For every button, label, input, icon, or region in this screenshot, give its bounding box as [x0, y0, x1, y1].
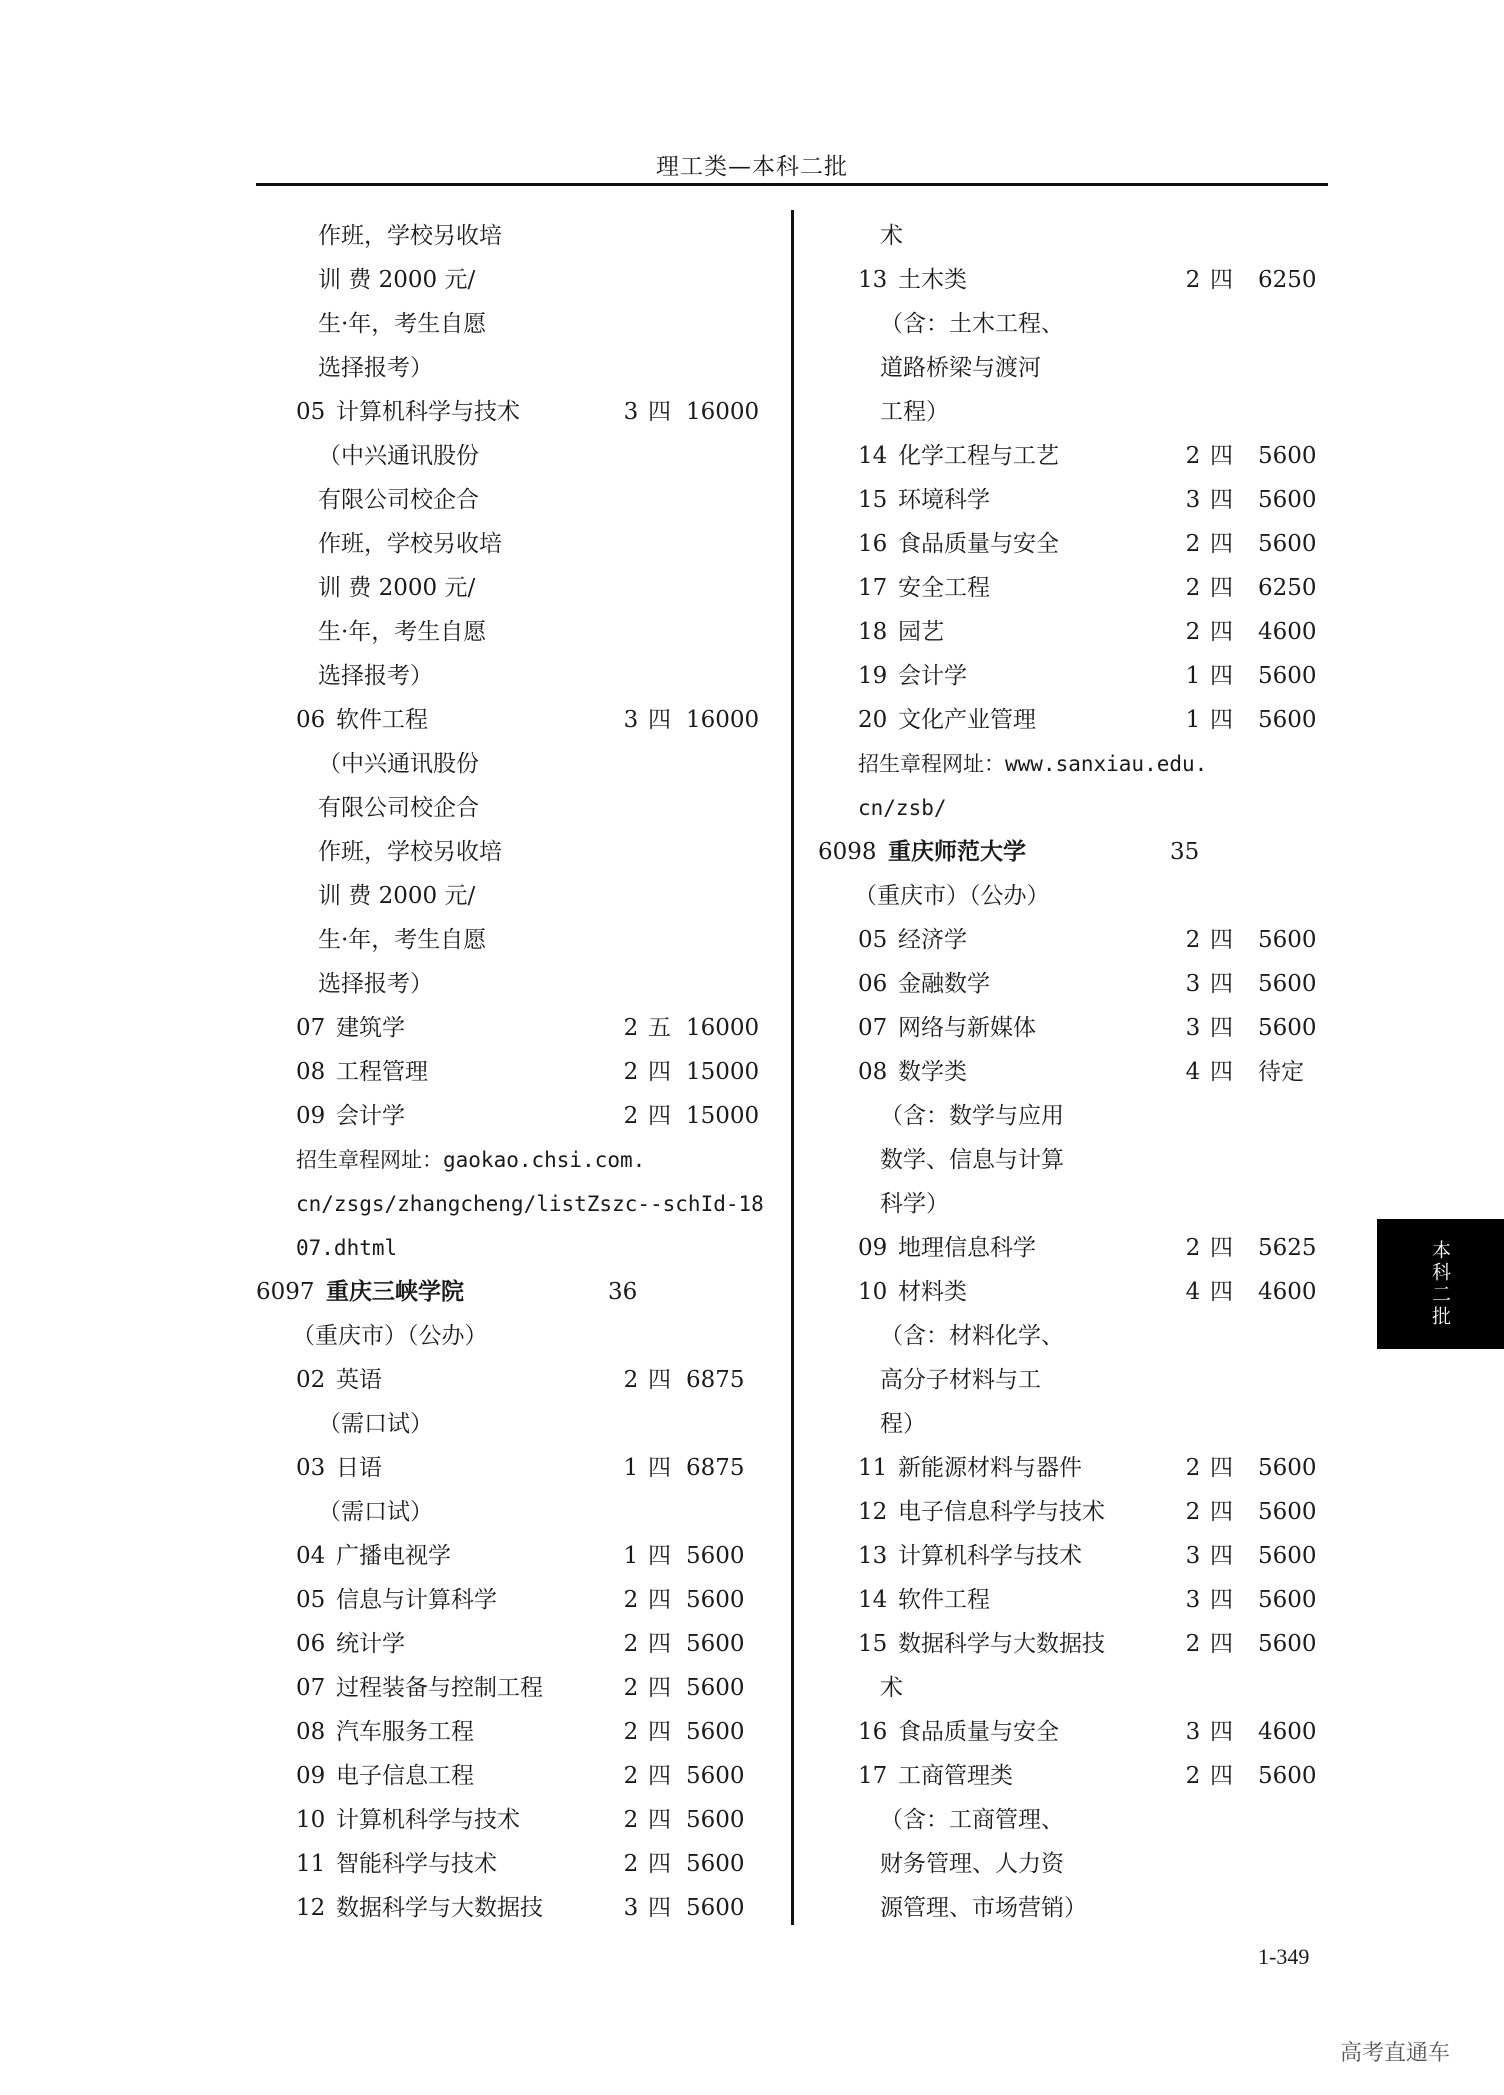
major-row	[256, 1094, 760, 1138]
tuition-fee: 5600	[686, 1895, 745, 1921]
major-code: 15	[858, 1631, 888, 1657]
tuition-fee: 6250	[1258, 575, 1317, 601]
plan-count: 2	[623, 1851, 639, 1877]
tuition-fee: 5600	[686, 1631, 745, 1657]
major-code: 07	[296, 1675, 326, 1701]
plan-count: 2	[1185, 619, 1201, 645]
major-name: 汽车服务工程	[336, 1719, 474, 1745]
tuition-fee: 6875	[686, 1455, 745, 1481]
major-row	[256, 1622, 756, 1666]
note-line: （含：土木工程、	[880, 311, 1064, 337]
major-name: 过程装备与控制工程	[336, 1675, 543, 1701]
major-name: 会计学	[336, 1103, 405, 1129]
major-code: 13	[858, 1543, 888, 1569]
plan-count: 2	[623, 1763, 639, 1789]
tuition-fee: 5600	[686, 1543, 745, 1569]
major-row	[818, 1270, 1318, 1314]
major-row	[256, 698, 760, 742]
major-name: 计算机科学与技术	[336, 1807, 520, 1833]
major-name: 工程管理	[336, 1059, 428, 1085]
tuition-fee: 5600	[1258, 1543, 1317, 1569]
tuition-fee: 6875	[686, 1367, 745, 1393]
major-row	[818, 522, 1318, 566]
major-row	[818, 1710, 1318, 1754]
note-line: （中兴通讯股份	[318, 751, 479, 777]
major-name: 化学工程与工艺	[898, 443, 1059, 469]
tuition-fee: 5600	[1258, 1015, 1317, 1041]
major-name: 数学类	[898, 1059, 967, 1085]
note-line: 生·年，考生自愿	[318, 927, 487, 953]
note-line: （含：数学与应用	[880, 1103, 1064, 1129]
major-code: 12	[296, 1895, 326, 1921]
major-code: 16	[858, 1719, 888, 1745]
major-row	[256, 1798, 756, 1842]
major-row	[818, 698, 1318, 742]
major-code: 09	[858, 1235, 888, 1261]
plan-count: 2	[1185, 1499, 1201, 1525]
major-row	[256, 390, 760, 434]
tuition-fee: 5600	[686, 1763, 745, 1789]
major-name: 日语	[336, 1455, 382, 1481]
major-name: 经济学	[898, 927, 967, 953]
note-line: （重庆市）（公办）	[292, 1323, 488, 1349]
plan-count: 2	[1185, 1763, 1201, 1789]
study-years: 四	[1210, 1059, 1233, 1085]
note-line: 有限公司校企合	[318, 795, 479, 821]
plan-count: 2	[623, 1103, 639, 1129]
major-code: 11	[296, 1851, 326, 1877]
plan-count: 1	[1185, 663, 1201, 689]
tuition-fee: 5600	[1258, 971, 1317, 997]
major-name: 智能科学与技术	[336, 1851, 497, 1877]
tuition-fee: 15000	[686, 1103, 760, 1129]
tuition-fee: 5600	[1258, 1499, 1317, 1525]
note-line: 选择报考）	[318, 971, 433, 997]
study-years: 四	[1210, 267, 1233, 293]
major-code: 19	[858, 663, 888, 689]
major-row	[818, 566, 1318, 610]
school-plan-count: 35	[1170, 839, 1200, 865]
tuition-fee: 5600	[686, 1675, 745, 1701]
note-line: 有限公司校企合	[318, 487, 479, 513]
study-years: 四	[648, 1675, 671, 1701]
plan-count: 3	[623, 399, 639, 425]
plan-count: 2	[1185, 267, 1201, 293]
study-years: 四	[648, 1587, 671, 1613]
study-years: 四	[1210, 971, 1233, 997]
note-line: 源管理、市场营销）	[880, 1895, 1087, 1921]
major-name: 安全工程	[898, 575, 990, 601]
note-line: （重庆市）（公办）	[854, 883, 1050, 909]
major-code: 05	[296, 399, 326, 425]
study-years: 四	[1210, 443, 1233, 469]
major-code: 08	[296, 1059, 326, 1085]
major-row	[256, 1710, 756, 1754]
note-line: 训 费 2000 元/	[318, 575, 476, 601]
major-code: 10	[296, 1807, 326, 1833]
plan-count: 3	[623, 707, 639, 733]
note-line: 数学、信息与计算	[880, 1147, 1064, 1173]
study-years: 四	[1210, 1719, 1233, 1745]
major-name: 软件工程	[336, 707, 428, 733]
tuition-fee: 5600	[1258, 1631, 1317, 1657]
school-code: 6097	[256, 1279, 315, 1305]
study-years: 四	[1210, 1455, 1233, 1481]
running-header-title: 理工类—本科二批	[656, 154, 848, 180]
plan-count: 2	[1185, 531, 1201, 557]
note-line: 道路桥梁与渡河	[880, 355, 1041, 381]
major-name: 环境科学	[898, 487, 990, 513]
major-code: 04	[296, 1543, 326, 1569]
major-row	[818, 258, 1318, 302]
major-row	[818, 962, 1318, 1006]
major-code: 07	[858, 1015, 888, 1041]
major-code: 05	[858, 927, 888, 953]
note-line: 作班，学校另收培	[318, 223, 502, 249]
major-name: 食品质量与安全	[898, 531, 1059, 557]
study-years: 四	[1210, 707, 1233, 733]
admission-url-line: cn/zsb/	[858, 796, 947, 820]
plan-count: 2	[623, 1015, 639, 1041]
major-row	[256, 1666, 756, 1710]
major-code: 14	[858, 1587, 888, 1613]
major-code: 08	[296, 1719, 326, 1745]
major-row	[256, 1534, 756, 1578]
plan-count: 2	[623, 1587, 639, 1613]
major-name: 计算机科学与技术	[898, 1543, 1082, 1569]
major-name: 网络与新媒体	[898, 1015, 1036, 1041]
school-plan-count: 36	[608, 1279, 638, 1305]
study-years: 四	[648, 1807, 671, 1833]
study-years: 四	[1210, 487, 1233, 513]
major-name: 地理信息科学	[898, 1235, 1036, 1261]
plan-count: 2	[623, 1059, 639, 1085]
tuition-fee: 4600	[1258, 1719, 1317, 1745]
major-row	[256, 1578, 756, 1622]
tuition-fee: 6250	[1258, 267, 1317, 293]
major-code: 14	[858, 443, 888, 469]
plan-count: 2	[1185, 1235, 1201, 1261]
major-name: 英语	[336, 1367, 382, 1393]
major-name: 金融数学	[898, 971, 990, 997]
note-line: 程）	[880, 1411, 926, 1437]
study-years: 四	[648, 1455, 671, 1481]
admission-url-line: 07.dhtml	[296, 1236, 398, 1260]
major-code: 06	[296, 1631, 326, 1657]
tuition-fee: 5600	[1258, 927, 1317, 953]
major-code: 09	[296, 1103, 326, 1129]
major-name: 新能源材料与器件	[898, 1455, 1082, 1481]
major-code: 12	[858, 1499, 888, 1525]
major-row	[818, 1534, 1318, 1578]
study-years: 四	[1210, 1235, 1233, 1261]
major-code: 11	[858, 1455, 888, 1481]
study-years: 四	[648, 1895, 671, 1921]
major-name: 软件工程	[898, 1587, 990, 1613]
study-years: 四	[1210, 1543, 1233, 1569]
study-years: 四	[648, 1631, 671, 1657]
major-row	[818, 1578, 1318, 1622]
major-code: 08	[858, 1059, 888, 1085]
tuition-fee: 5600	[686, 1587, 745, 1613]
note-line: 高分子材料与工	[880, 1367, 1041, 1393]
page-number: 1-349	[1258, 1944, 1310, 1969]
major-name: 广播电视学	[336, 1543, 451, 1569]
tuition-fee: 4600	[1258, 619, 1317, 645]
admission-url-line: 招生章程网址：gaokao.chsi.com.	[296, 1148, 646, 1172]
major-code: 07	[296, 1015, 326, 1041]
major-name: 信息与计算科学	[336, 1587, 497, 1613]
major-name: 土木类	[898, 267, 967, 293]
major-code: 17	[858, 1763, 888, 1789]
major-name: 会计学	[898, 663, 967, 689]
study-years: 四	[1210, 1279, 1233, 1305]
tuition-fee: 16000	[686, 707, 760, 733]
plan-count: 1	[623, 1543, 639, 1569]
plan-count: 2	[623, 1807, 639, 1833]
major-code: 06	[296, 707, 326, 733]
major-code: 18	[858, 619, 888, 645]
right-column	[818, 214, 1318, 1930]
major-code: 03	[296, 1455, 326, 1481]
tuition-fee: 5600	[686, 1807, 745, 1833]
tuition-fee: 5600	[1258, 531, 1317, 557]
plan-count: 4	[1185, 1279, 1201, 1305]
note-line: 选择报考）	[318, 663, 433, 689]
major-name: 食品质量与安全	[898, 1719, 1059, 1745]
note-line: 科学）	[880, 1191, 949, 1217]
side-tab-label: 本科二批	[1429, 1240, 1451, 1328]
column-divider	[791, 210, 794, 1925]
study-years: 四	[648, 1103, 671, 1129]
major-row	[256, 1754, 756, 1798]
plan-count: 3	[1185, 487, 1201, 513]
school-name: 重庆师范大学	[888, 839, 1026, 865]
tuition-fee: 5600	[1258, 1455, 1317, 1481]
major-name: 计算机科学与技术	[336, 399, 520, 425]
major-row	[818, 1226, 1318, 1270]
study-years: 四	[648, 1543, 671, 1569]
plan-count: 1	[623, 1455, 639, 1481]
note-line: （需口试）	[318, 1499, 433, 1525]
major-row	[256, 1842, 756, 1886]
major-code: 09	[296, 1763, 326, 1789]
major-name: 工商管理类	[898, 1763, 1013, 1789]
note-line: （需口试）	[318, 1411, 433, 1437]
plan-count: 3	[1185, 1719, 1201, 1745]
study-years: 四	[1210, 1763, 1233, 1789]
plan-count: 3	[1185, 971, 1201, 997]
major-code: 06	[858, 971, 888, 997]
note-line: （中兴通讯股份	[318, 443, 479, 469]
plan-count: 3	[1185, 1015, 1201, 1041]
study-years: 四	[1210, 1587, 1233, 1613]
study-years: 四	[648, 1719, 671, 1745]
school-name: 重庆三峡学院	[326, 1279, 464, 1305]
major-name: 数据科学与大数据技	[898, 1631, 1105, 1657]
major-row	[818, 1446, 1318, 1490]
plan-count: 2	[1185, 1455, 1201, 1481]
major-code: 05	[296, 1587, 326, 1613]
major-name: 数据科学与大数据技	[336, 1895, 543, 1921]
major-name: 电子信息工程	[336, 1763, 474, 1789]
note-line: 生·年，考生自愿	[318, 619, 487, 645]
tuition-fee: 5625	[1258, 1235, 1317, 1261]
tuition-fee: 15000	[686, 1059, 760, 1085]
study-years: 四	[1210, 927, 1233, 953]
tuition-fee: 5600	[686, 1719, 745, 1745]
major-name: 材料类	[898, 1279, 967, 1305]
tuition-fee: 5600	[1258, 707, 1317, 733]
tuition-fee: 5600	[686, 1851, 745, 1877]
tuition-fee: 4600	[1258, 1279, 1317, 1305]
note-line: 选择报考）	[318, 355, 433, 381]
tuition-fee: 5600	[1258, 663, 1317, 689]
major-row	[818, 1754, 1318, 1798]
note-line: 术	[880, 223, 903, 249]
note-line: 训 费 2000 元/	[318, 883, 476, 909]
major-name: 统计学	[336, 1631, 405, 1657]
plan-count: 2	[1185, 443, 1201, 469]
plan-count: 3	[1185, 1543, 1201, 1569]
major-name: 文化产业管理	[898, 707, 1036, 733]
admission-url-line: 招生章程网址：www.sanxiau.edu.	[858, 752, 1208, 776]
note-line: 术	[880, 1675, 903, 1701]
major-name: 电子信息科学与技术	[898, 1499, 1105, 1525]
plan-count: 2	[1185, 575, 1201, 601]
note-line: 训 费 2000 元/	[318, 267, 476, 293]
major-code: 17	[858, 575, 888, 601]
major-name: 建筑学	[336, 1015, 405, 1041]
left-column	[256, 214, 764, 1930]
note-line: 作班，学校另收培	[318, 531, 502, 557]
major-row	[256, 1006, 760, 1050]
major-code: 20	[858, 707, 888, 733]
study-years: 四	[648, 707, 671, 733]
watermark: 高考直通车	[1340, 2041, 1451, 2066]
study-years: 四	[648, 1851, 671, 1877]
header-rule	[256, 183, 1328, 186]
major-row	[256, 1446, 756, 1490]
major-name: 园艺	[898, 619, 944, 645]
major-code: 02	[296, 1367, 326, 1393]
tuition-fee: 5600	[1258, 1763, 1317, 1789]
note-line: 生·年，考生自愿	[318, 311, 487, 337]
major-row	[256, 1358, 756, 1402]
plan-count: 2	[623, 1675, 639, 1701]
school-code: 6098	[818, 839, 877, 865]
school-row	[256, 1270, 756, 1314]
tuition-fee: 待定	[1258, 1059, 1304, 1085]
study-years: 四	[1210, 663, 1233, 689]
plan-count: 3	[1185, 1587, 1201, 1613]
study-years: 四	[648, 1763, 671, 1789]
major-code: 15	[858, 487, 888, 513]
study-years: 四	[1210, 1499, 1233, 1525]
section-side-tab	[1377, 1219, 1504, 1349]
plan-count: 3	[623, 1895, 639, 1921]
plan-count: 2	[1185, 1631, 1201, 1657]
major-row	[818, 434, 1318, 478]
major-row	[818, 1006, 1318, 1050]
study-years: 四	[1210, 575, 1233, 601]
school-row	[818, 830, 1318, 874]
study-years: 四	[1210, 619, 1233, 645]
tuition-fee: 16000	[686, 399, 760, 425]
study-years: 四	[1210, 531, 1233, 557]
major-row	[818, 478, 1318, 522]
plan-count: 2	[623, 1367, 639, 1393]
major-row	[256, 1886, 756, 1930]
tuition-fee: 5600	[1258, 1587, 1317, 1613]
major-row	[818, 1490, 1318, 1534]
tuition-fee: 5600	[1258, 443, 1317, 469]
major-row	[818, 654, 1318, 698]
note-line: 工程）	[880, 399, 949, 425]
admission-url-line: cn/zsgs/zhangcheng/listZszc--schId-18	[296, 1192, 764, 1216]
plan-count: 2	[623, 1719, 639, 1745]
note-line: （含：工商管理、	[880, 1807, 1064, 1833]
major-row	[256, 1050, 760, 1094]
study-years: 四	[1210, 1015, 1233, 1041]
note-line: 财务管理、人力资	[880, 1851, 1064, 1877]
major-row	[818, 1622, 1318, 1666]
major-row	[818, 1050, 1318, 1094]
tuition-fee: 16000	[686, 1015, 760, 1041]
study-years: 四	[648, 1059, 671, 1085]
major-code: 13	[858, 267, 888, 293]
plan-count: 4	[1185, 1059, 1201, 1085]
study-years: 四	[648, 1367, 671, 1393]
study-years: 四	[648, 399, 671, 425]
note-line: 作班，学校另收培	[318, 839, 502, 865]
plan-count: 2	[623, 1631, 639, 1657]
plan-count: 2	[1185, 927, 1201, 953]
study-years: 四	[1210, 1631, 1233, 1657]
major-code: 10	[858, 1279, 888, 1305]
major-row	[818, 610, 1318, 654]
study-years: 五	[648, 1015, 671, 1041]
major-code: 16	[858, 531, 888, 557]
note-line: （含：材料化学、	[880, 1323, 1064, 1349]
tuition-fee: 5600	[1258, 487, 1317, 513]
major-row	[818, 918, 1318, 962]
plan-count: 1	[1185, 707, 1201, 733]
